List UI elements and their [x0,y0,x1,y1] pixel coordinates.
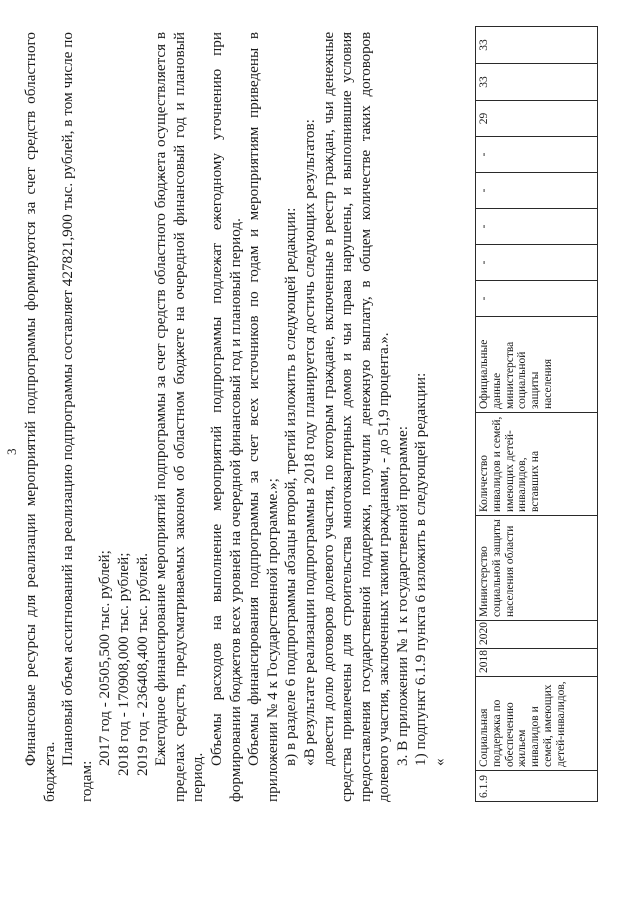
paragraph-section-6-change: в) в разделе 6 подпрограммы абзацы второй, третий изложить в следующей редакции: [282,207,300,766]
opening-quote: « [431,758,449,766]
cell-indicator: Количество инвалидов и семей, имеющих детей-инвалидов, вставших на [476,413,598,516]
cell-value: - [476,209,598,245]
appendix-table [475,26,598,802]
cell-value: - [476,281,598,317]
year-2018-amount: 2018 год - 170908,000 тыс. рублей; [114,552,132,776]
year-2017-amount: 2017 год - 20505,500 тыс. рублей; [96,550,114,766]
paragraph-planned-volume: Плановый объем ассигнований на реализацию подпрограммы составляет 427821,900 тыс. рублей, в том числе по годам: [59,32,95,802]
cell-executor: Министерство социальной защиты населения области [476,516,598,621]
year-2019-amount: 2019 год - 236408,400 тыс. рублей. [133,552,151,776]
paragraph-financing-volumes: Объемы финансирования подпрограммы за счет всех источников по годам и мероприятиям приведены в приложении № 4 к Государственной программе.»; [245,32,281,802]
cell-value: 33 [476,64,598,101]
paragraph-financing-sources: Финансовые ресурсы для реализации мероприятий подпрограммы формируются за счет средств областного бюджета. [22,32,58,802]
cell-measure-name: Социальная поддержка по обеспечению жильем инвалидов и семей, имеющих детей-инвалидов, [476,677,598,771]
cell-number: 6.1.9 [476,771,598,802]
paragraph-expense-volumes: Объемы расходов на выполнение мероприятий подпрограммы подлежат ежегодному уточнению при формировании бюджетов всех уровней на очередной финансовый год и плановый период. [207,32,244,802]
paragraph-annual-financing: Ежегодное финансирование мероприятий подпрограммы за счет средств областного бюджета осуществляется в пределах средств, предусматриваемых законом об областном бюджете на очередной финансовый год и плановый период. [152,32,207,802]
cell-value: 29 [476,101,598,137]
cell-data-source: Официальные данные министерства социальной защиты населения [476,317,598,413]
cell-value: - [476,137,598,173]
table-row [476,27,598,802]
page-number: 3 [4,448,19,455]
document-body [22,32,450,802]
paragraph-subitem-6-1-9: 1) подпункт 6.1.9 пункта 6 изложить в следующей редакции: [412,372,430,766]
cell-value: - [476,245,598,281]
paragraph-expected-results: «В результате реализации подпрограммы в 2018 году планируется достичь следующих результатов: [300,119,318,766]
paragraph-contract-share: довести долю договоров долевого участия, по которым граждане, включенные в реестр граждан, чьи денежные средства привлечены для строительства многоквартирных домов и чьи права нарушены, и выполнившие условия предоставления государственной поддержки, получили денежную выплату, в общем количестве таких договоров долевого участия, заключенных такими гражданами, - до 51,9 процента.». [319,32,393,802]
cell-year-end: 2020 [476,621,598,649]
cell-value: 33 [476,27,598,64]
paragraph-appendix-1: 3. В приложении № 1 к государственной программе: [393,426,411,766]
cell-value: - [476,173,598,209]
cell-year-start: 2018 [476,649,598,677]
